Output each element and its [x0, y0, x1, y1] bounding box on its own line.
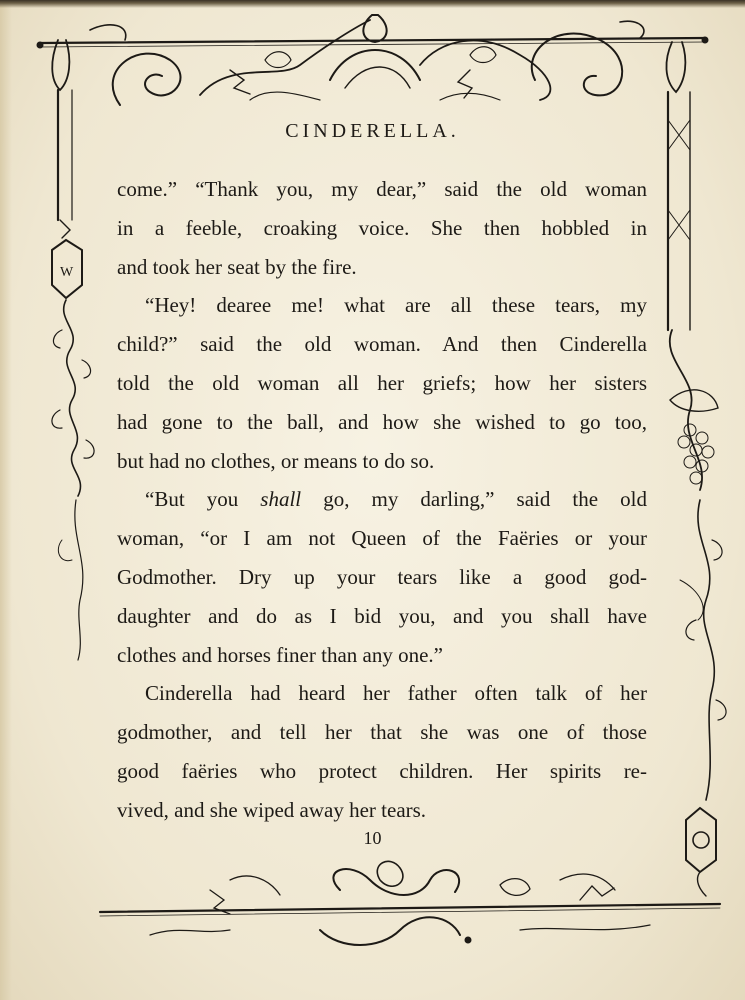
- bottom-ornament: [100, 861, 720, 945]
- text-line: Cinderella had heard her father often talk of her: [145, 681, 647, 706]
- text-line: child?” said the old woman. And then Cinderella: [117, 332, 647, 357]
- text-line: told the old woman all her griefs; how her sisters: [117, 370, 647, 395]
- text-line: godmother, and tell her that she was one of those: [117, 720, 647, 745]
- text-line: “Hey! dearee me! what are all these tears, my: [145, 293, 647, 318]
- text-line: woman, “or I am not Queen of the Faëries or your: [117, 526, 647, 551]
- text-line: Godmother. Dry up your tears like a good god-: [117, 564, 647, 589]
- svg-text:W: W: [60, 265, 74, 280]
- text-line: clothes and horses finer than any one.”: [117, 642, 443, 667]
- grape-cluster-ornament: [670, 390, 718, 484]
- text-line: had gone to the ball, and how she wished to go too,: [117, 409, 647, 434]
- text-line: “But you shall go, my darling,” said the old: [145, 487, 647, 512]
- text-line: come.” “Thank you, my dear,” said the old woman: [117, 177, 647, 201]
- page-number: 10: [363, 828, 382, 848]
- text-line: vived, and she wiped away her tears.: [117, 797, 427, 822]
- text-line: in a feeble, croaking voice. She then hobbled in: [117, 215, 647, 240]
- right-column-ornament: [666, 42, 726, 896]
- top-ornament: [37, 15, 708, 105]
- running-head: CINDERELLA.: [285, 120, 460, 142]
- text-line: but had no clothes, or means to do so.: [117, 448, 435, 473]
- text-line: and took her seat by the fire.: [117, 254, 357, 279]
- emphasized-word: shall: [260, 487, 302, 512]
- body-text: [117, 170, 647, 830]
- text-line: good faëries who protect children. Her spirits re-: [117, 758, 647, 783]
- text-line: daughter and do as I bid you, and you shall have: [117, 603, 647, 628]
